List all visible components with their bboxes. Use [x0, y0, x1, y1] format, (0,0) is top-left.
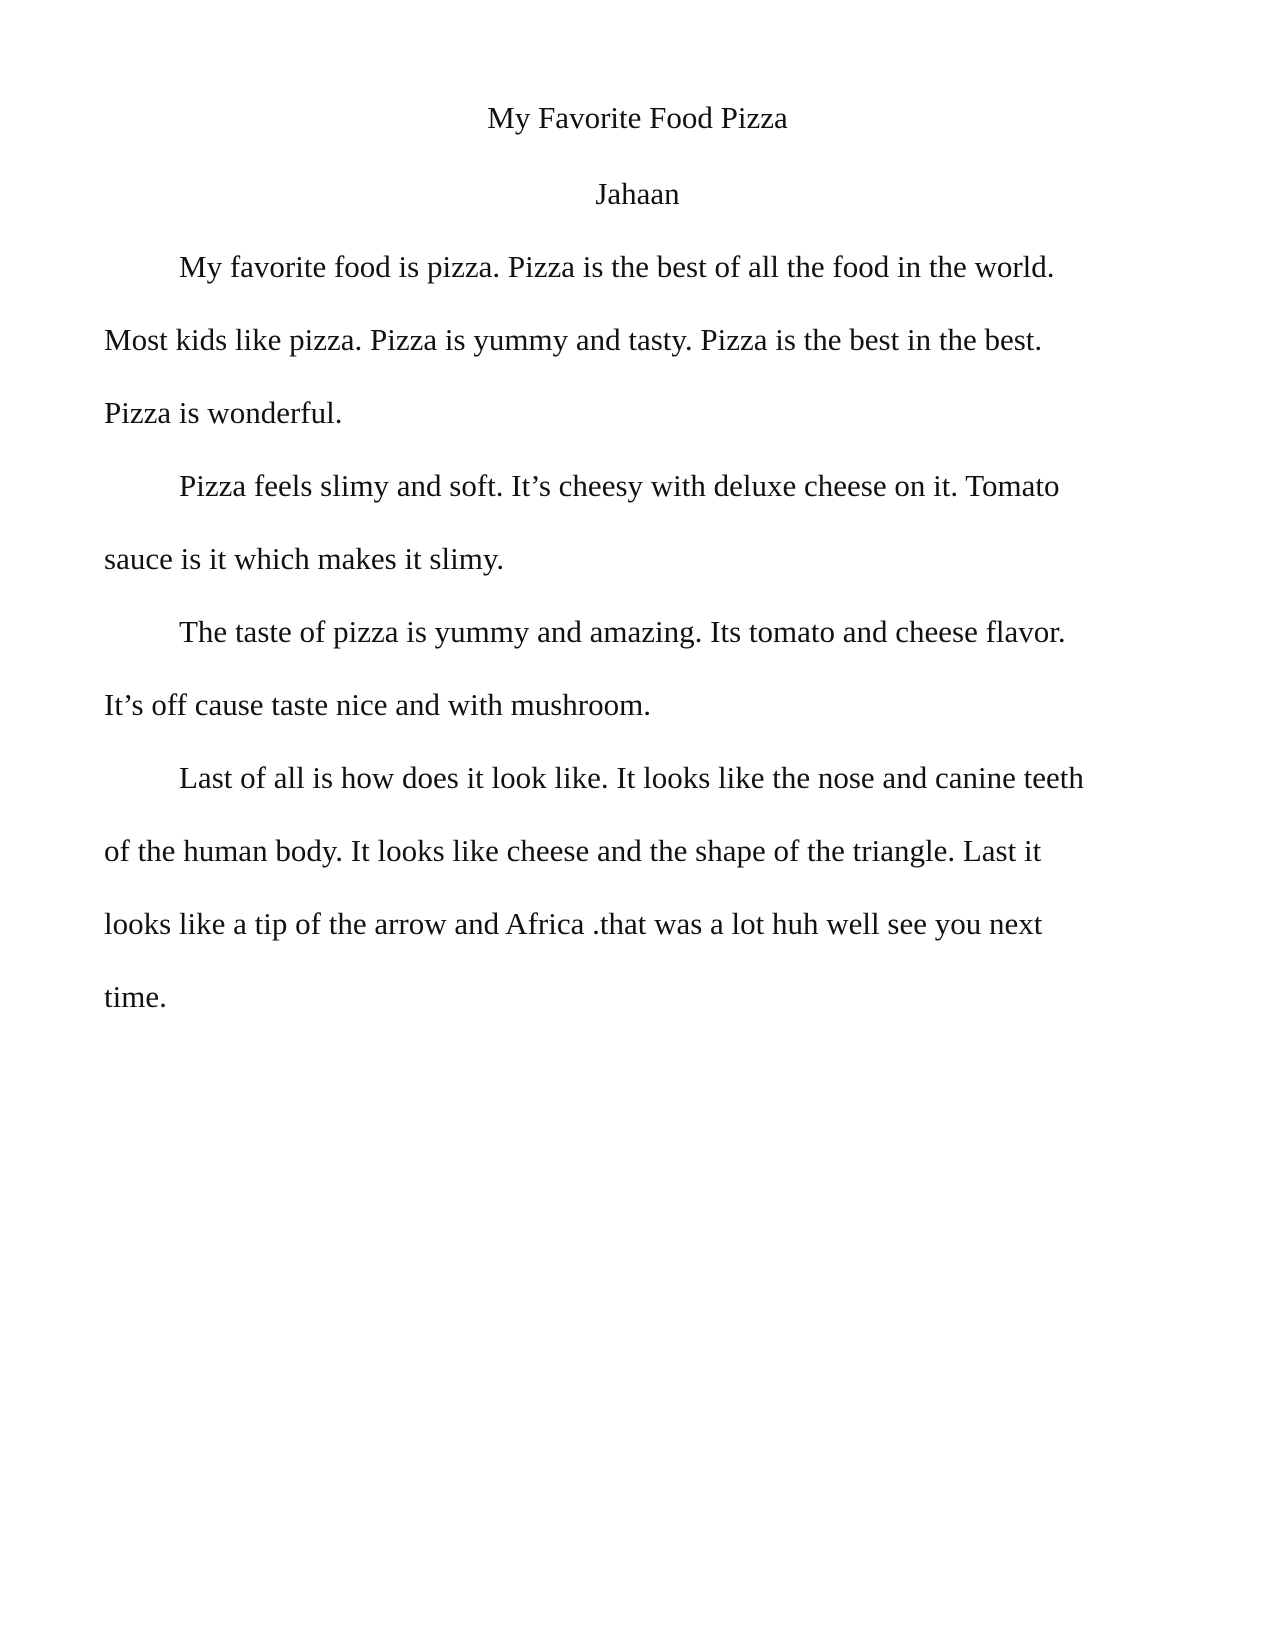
paragraph-line: It’s off cause taste nice and with mushroom. [104, 687, 651, 722]
document-title: My Favorite Food Pizza [487, 100, 788, 135]
paragraph-line: looks like a tip of the arrow and Africa .that was a lot huh well see you next [104, 906, 1043, 941]
paragraph-line: Pizza feels slimy and soft. It’s cheesy with deluxe cheese on it. Tomato [179, 468, 1060, 503]
paragraph-line: My favorite food is pizza. Pizza is the best of all the food in the world. [179, 249, 1055, 284]
paragraph-line: Most kids like pizza. Pizza is yummy and tasty. Pizza is the best in the best. [104, 322, 1043, 357]
paragraph-line: sauce is it which makes it slimy. [104, 541, 505, 576]
paragraph-line: of the human body. It looks like cheese and the shape of the triangle. Last it [104, 833, 1042, 868]
document-author: Jahaan [595, 176, 680, 211]
paragraph-line: Last of all is how does it look like. It looks like the nose and canine teeth [179, 760, 1084, 795]
paragraph-line: time. [104, 979, 167, 1014]
paragraph-line: The taste of pizza is yummy and amazing. Its tomato and cheese flavor. [179, 614, 1066, 649]
paragraph-line: Pizza is wonderful. [104, 395, 343, 430]
